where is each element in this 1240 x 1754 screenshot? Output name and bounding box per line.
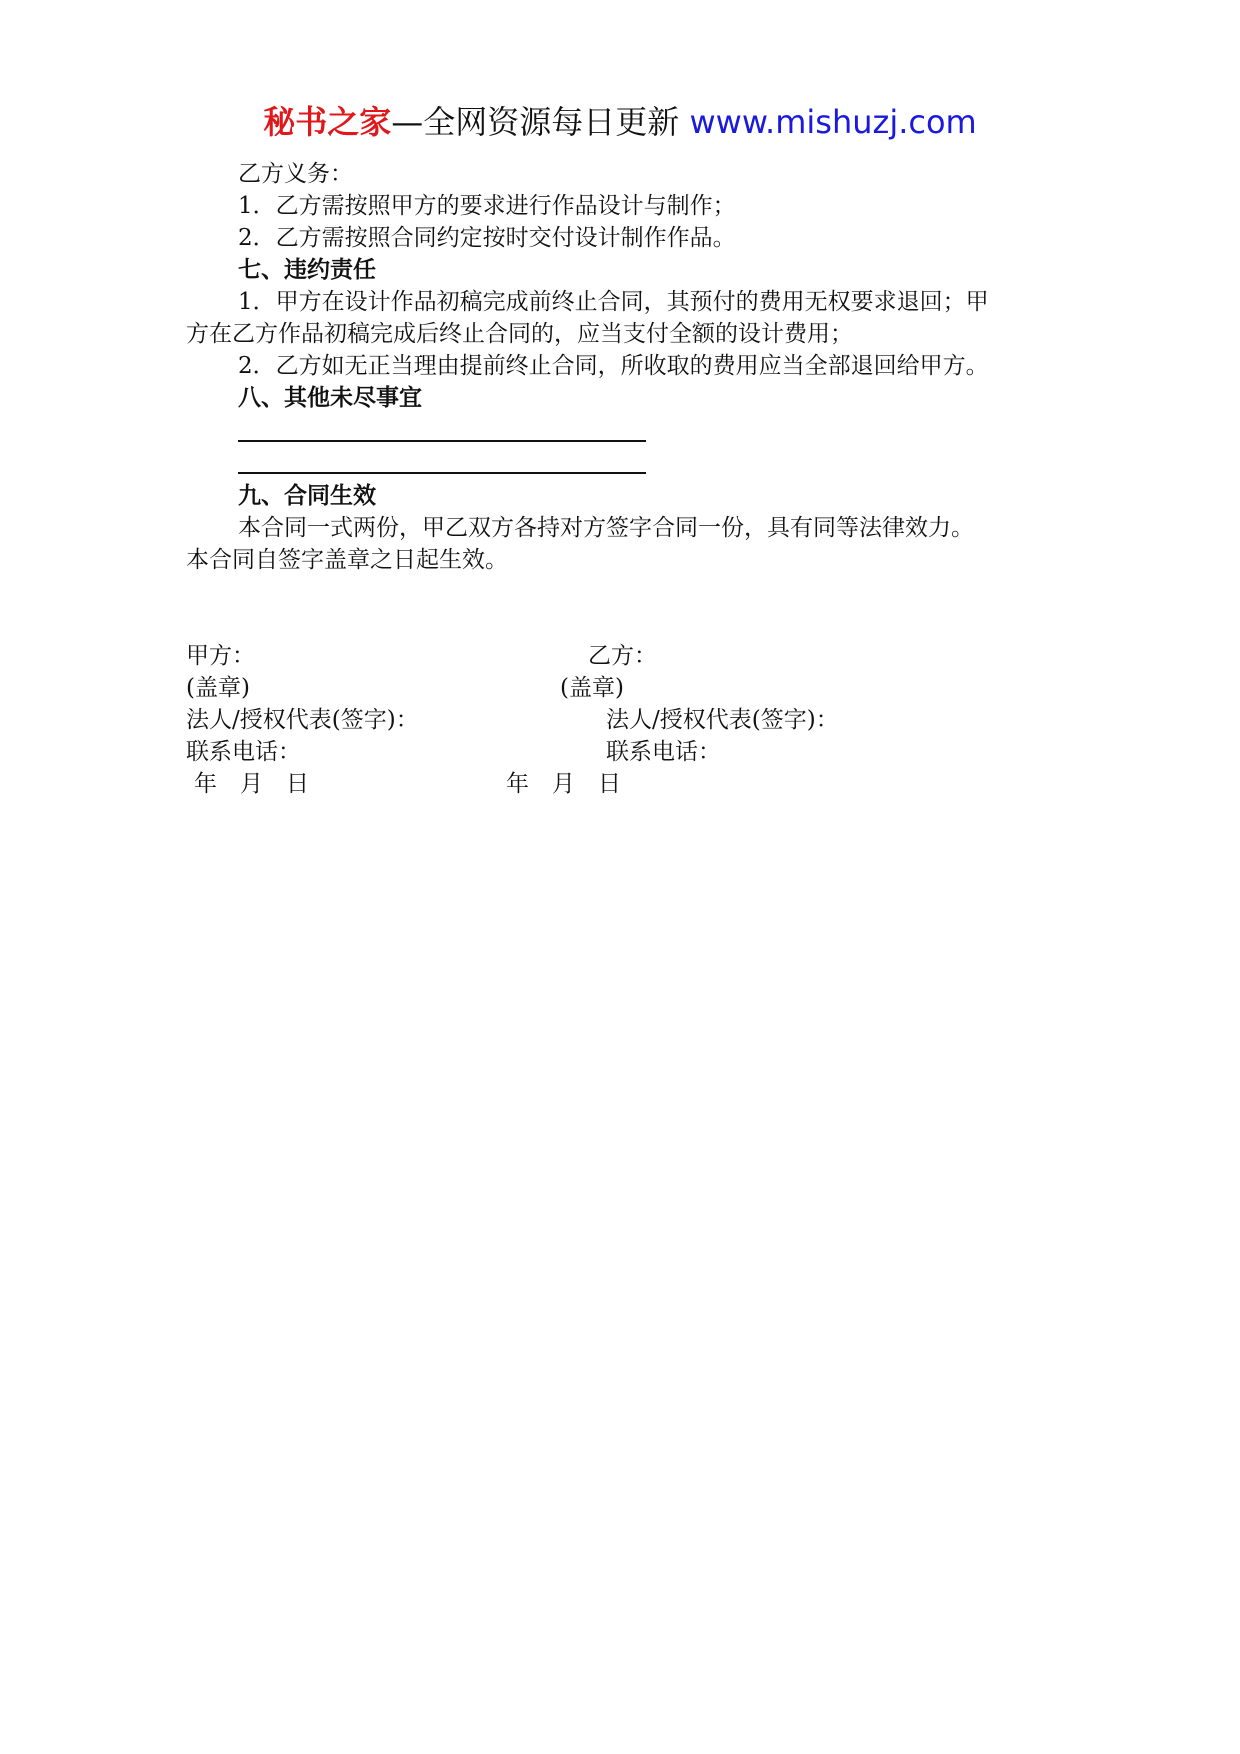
section-7-heading: 七、违约责任 bbox=[238, 257, 376, 283]
party-a-phone: 联系电话： bbox=[186, 739, 301, 765]
party-b-seal: (盖章) bbox=[560, 675, 624, 701]
section-9-line-2: 本合同自签字盖章之日起生效。 bbox=[186, 547, 508, 573]
party-b-phone: 联系电话： bbox=[606, 739, 721, 765]
header-tagline: —全网资源每日更新 bbox=[391, 103, 680, 141]
section-7-item-1-line-1: 1．甲方在设计作品初稿完成前终止合同，其预付的费用无权要求退回；甲 bbox=[238, 289, 989, 315]
blank-fill-line-1 bbox=[238, 440, 646, 442]
header-brand: 秘书之家 bbox=[263, 103, 392, 141]
party-a-seal: (盖章) bbox=[186, 675, 250, 701]
section-7-item-1-line-2: 方在乙方作品初稿完成后终止合同的，应当支付全额的设计费用； bbox=[186, 321, 853, 347]
section-8-heading: 八、其他未尽事宜 bbox=[238, 385, 422, 411]
party-b-label: 乙方： bbox=[588, 643, 657, 669]
party-b-representative: 法人/授权代表(签字)： bbox=[606, 707, 839, 733]
party-a-date: 年 月 日 bbox=[194, 771, 309, 797]
party-b-obligation-item-1: 1．乙方需按照甲方的要求进行作品设计与制作； bbox=[238, 193, 736, 219]
party-b-obligations-title: 乙方义务： bbox=[238, 161, 353, 187]
section-7-item-2: 2．乙方如无正当理由提前终止合同，所收取的费用应当全部退回给甲方。 bbox=[238, 353, 989, 379]
party-b-obligation-item-2: 2．乙方需按照合同约定按时交付设计制作作品。 bbox=[238, 225, 736, 251]
section-9-line-1: 本合同一式两份，甲乙双方各持对方签字合同一份，具有同等法律效力。 bbox=[238, 515, 974, 541]
party-b-date: 年 月 日 bbox=[506, 771, 621, 797]
section-9-heading: 九、合同生效 bbox=[238, 483, 376, 509]
party-a-representative: 法人/授权代表(签字)： bbox=[186, 707, 419, 733]
party-a-label: 甲方： bbox=[186, 643, 255, 669]
header-url-link[interactable]: www.mishuzj.com bbox=[689, 103, 977, 141]
page-header-banner bbox=[0, 100, 1240, 144]
blank-fill-line-2 bbox=[238, 472, 646, 474]
